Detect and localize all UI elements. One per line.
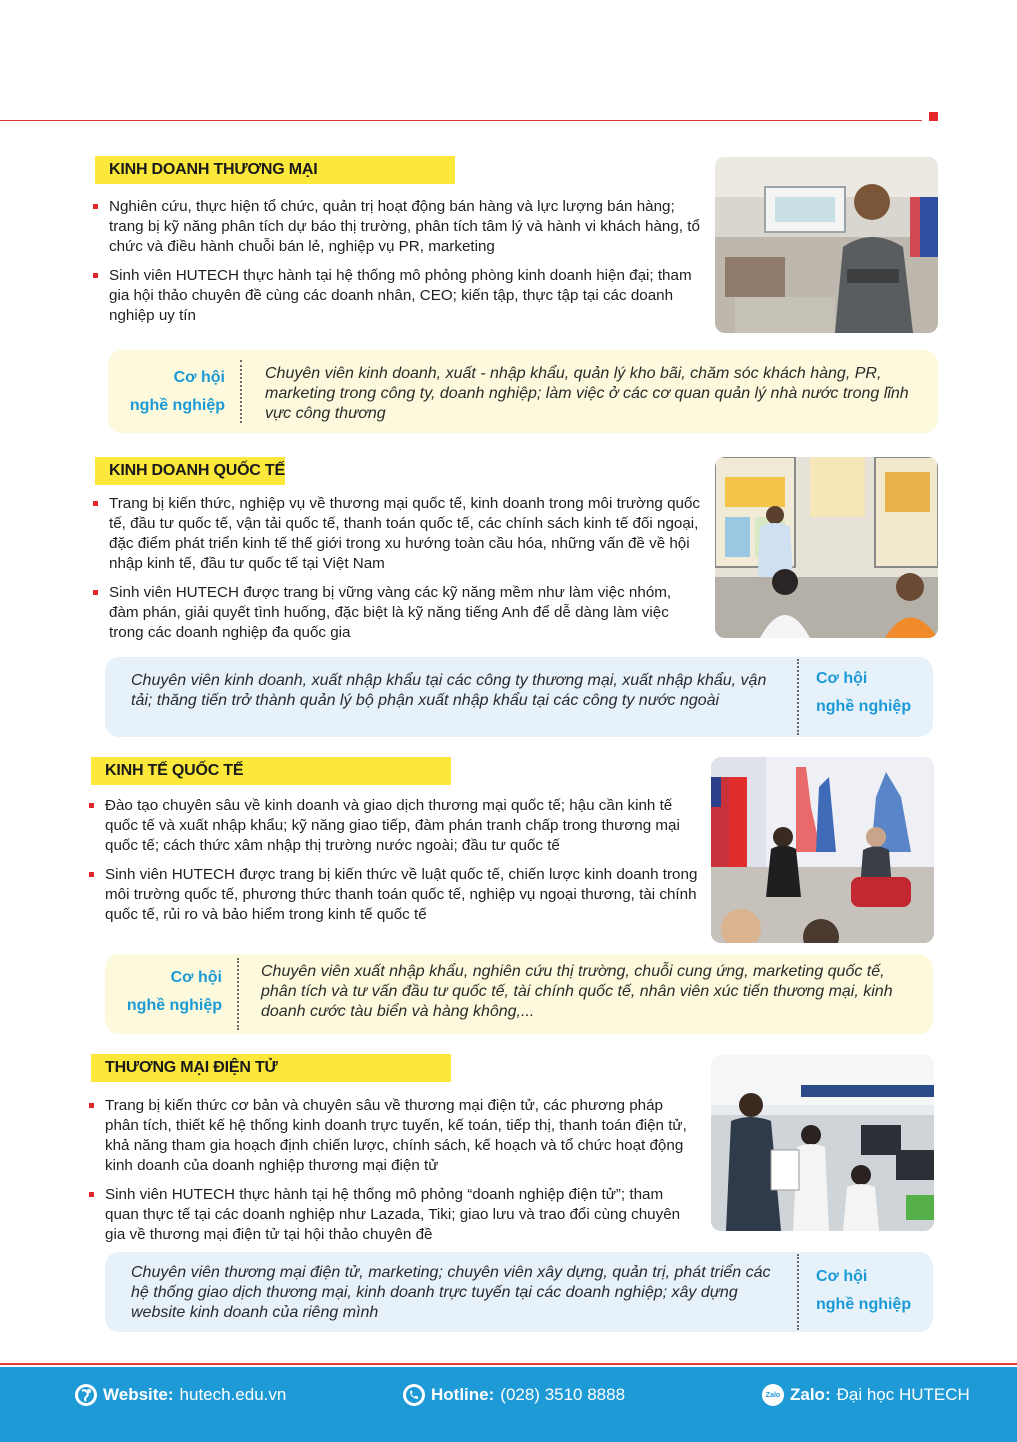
section-title-kinh-te-quoc-te: KINH TẾ QUỐC TẾ bbox=[91, 757, 451, 785]
zalo-icon: Zalo bbox=[762, 1384, 784, 1406]
section-bullets bbox=[87, 1096, 699, 1254]
section-title-thuong-mai-dien-tu: THƯƠNG MẠI ĐIỆN TỬ bbox=[91, 1054, 451, 1082]
career-text: Chuyên viên kinh doanh, xuất nhập khẩu tại các công ty thương mại, xuất nhập khẩu, vận tải; thăng tiến trở thành quản lý bộ phận xuất nhập khẩu tại các công ty nước ngoài bbox=[131, 672, 767, 709]
career-text: Chuyên viên kinh doanh, xuất - nhập khẩu, quản lý kho bãi, chăm sóc khách hàng, PR, marketing trong công ty, doanh nghiệp; làm việc ở các cơ quan quản lý nhà nước trong lĩnh vực công thương bbox=[265, 365, 909, 422]
zalo-name[interactable]: Đại học HUTECH bbox=[836, 1385, 970, 1404]
zalo-label: Zalo: bbox=[790, 1385, 831, 1404]
career-label-top: Cơ hội bbox=[816, 670, 868, 687]
career-text: Chuyên viên thương mại điện tử, marketing; chuyên viên xây dựng, quản trị, phát triển các hệ thống giao dịch thương mại, kinh doanh trực tuyến tại các doanh nghiệp; xây dựng website kinh doanh của riêng mình bbox=[131, 1264, 771, 1321]
photo-computer-lab bbox=[711, 1055, 934, 1231]
photo-seminar-panel bbox=[711, 757, 934, 943]
bullet-item: Sinh viên HUTECH được trang bị kiến thức về luật quốc tế, chiến lược kinh doanh trong môi trường quốc tế, phương thức thanh toán quốc tế, nghiệp vụ ngoại thương, tài chính quốc tế, rủi ro và bảo hiểm trong kinh tế quốc tế bbox=[87, 865, 699, 925]
section-bullets bbox=[91, 197, 703, 335]
career-divider bbox=[797, 659, 799, 735]
career-label-bottom: nghề nghiệp bbox=[126, 997, 222, 1014]
photo-student-classroom bbox=[715, 157, 938, 333]
globe-icon bbox=[75, 1384, 97, 1406]
photo-lecturer-presentation bbox=[715, 457, 938, 638]
hotline-number[interactable]: (028) 3510 8888 bbox=[500, 1385, 626, 1404]
footer-website[interactable] bbox=[75, 1382, 286, 1408]
career-divider bbox=[240, 360, 242, 423]
footer-rule bbox=[0, 1363, 1017, 1365]
bullet-item: Sinh viên HUTECH được trang bị vững vàng các kỹ năng mềm như làm việc nhóm, đàm phán, giải quyết tình huống, đặc biệt là kỹ năng tiếng Anh để dễ dàng làm việc trong các doanh nghiệp đa quốc gia bbox=[91, 583, 703, 643]
website-link[interactable]: hutech.edu.vn bbox=[179, 1385, 287, 1404]
career-box bbox=[105, 954, 933, 1034]
bullet-item: Đào tạo chuyên sâu về kinh doanh và giao dịch thương mại quốc tế; hậu cần kinh tế quốc tế và xuất nhập khẩu; kỹ năng giao tiếp, đàm phán tranh chấp trong thương mại quốc tế; cách thức xâm nhập thị trường nước ngoài; đầu tư quốc tế bbox=[87, 796, 699, 856]
header-rule bbox=[0, 120, 922, 121]
hotline-label: Hotline: bbox=[431, 1385, 495, 1404]
header-accent-square bbox=[929, 112, 938, 121]
career-label-top: Cơ hội bbox=[173, 369, 225, 386]
career-divider bbox=[237, 958, 239, 1030]
footer-bar bbox=[0, 1367, 1017, 1442]
section-bullets bbox=[91, 494, 703, 652]
career-label-top: Cơ hội bbox=[170, 969, 222, 986]
section-title-kinh-doanh-quoc-te: KINH DOANH QUỐC TẾ bbox=[95, 457, 285, 485]
career-label-top: Cơ hội bbox=[816, 1268, 868, 1285]
career-box bbox=[105, 1252, 933, 1332]
footer-zalo[interactable] bbox=[762, 1382, 970, 1408]
bullet-item: Sinh viên HUTECH thực hành tại hệ thống mô phỏng phòng kinh doanh hiện đại; tham gia hội thảo chuyên đề cùng các doanh nhân, CEO; kiến tập, thực tập tại các doanh nghiệp uy tín bbox=[91, 266, 703, 326]
footer-hotline[interactable] bbox=[403, 1382, 625, 1408]
website-label: Website: bbox=[103, 1385, 174, 1404]
bullet-item: Sinh viên HUTECH thực hành tại hệ thống mô phỏng “doanh nghiệp điện tử”; tham quan thực tế tại các doanh nghiệp như Lazada, Tiki; giao lưu và trao đổi cùng chuyên gia về thương mại điện tử tại hội thảo chuyên đề bbox=[87, 1185, 699, 1245]
phone-icon bbox=[403, 1384, 425, 1406]
bullet-item: Nghiên cứu, thực hiện tổ chức, quản trị hoạt động bán hàng và lực lượng bán hàng; trang bị kỹ năng phân tích dự báo thị trường, phân tích tâm lý và hành vi khách hàng, tổ chức và điều hành chuỗi bán lẻ, nghiệp vụ PR, marketing bbox=[91, 197, 703, 257]
section-title-kinh-doanh-thuong-mai: KINH DOANH THƯƠNG MẠI bbox=[95, 156, 455, 184]
career-box bbox=[105, 657, 933, 737]
bullet-item: Trang bị kiến thức cơ bản và chuyên sâu về thương mại điện tử, các phương pháp phân tích, thiết kế hệ thống kinh doanh trực tuyến, kế toán, tiếp thị, thanh toán điện tử, khả năng tham gia hoạch định chiến lược, chính sách, kế hoạch và tổ chức hoạt động kinh doanh của doanh nghiệp thương mại điện tử bbox=[87, 1096, 699, 1176]
section-bullets bbox=[87, 796, 699, 934]
career-label-bottom: nghề nghiệp bbox=[816, 698, 912, 715]
career-text: Chuyên viên xuất nhập khẩu, nghiên cứu thị trường, chuỗi cung ứng, marketing quốc tế, phân tích và tư vấn đầu tư quốc tế, tài chính quốc tế, nhân viên xúc tiến thương mại, kinh doanh cước tàu biển và hàng không,... bbox=[261, 963, 893, 1020]
bullet-item: Trang bị kiến thức, nghiệp vụ về thương mại quốc tế, kinh doanh trong môi trường quốc tế, đầu tư quốc tế, vận tải quốc tế, thanh toán quốc tế, các chính sách kinh tế đối ngoại, đặc điểm phát triển kinh tế thế giới trong xu hướng toàn cầu hóa, những vấn đề về hội nhập kinh tế, đầu tư quốc tế tại Việt Nam bbox=[91, 494, 703, 574]
career-label-bottom: nghề nghiệp bbox=[816, 1296, 912, 1313]
career-label-bottom: nghề nghiệp bbox=[129, 397, 225, 414]
career-box bbox=[108, 350, 938, 433]
career-divider bbox=[797, 1254, 799, 1330]
